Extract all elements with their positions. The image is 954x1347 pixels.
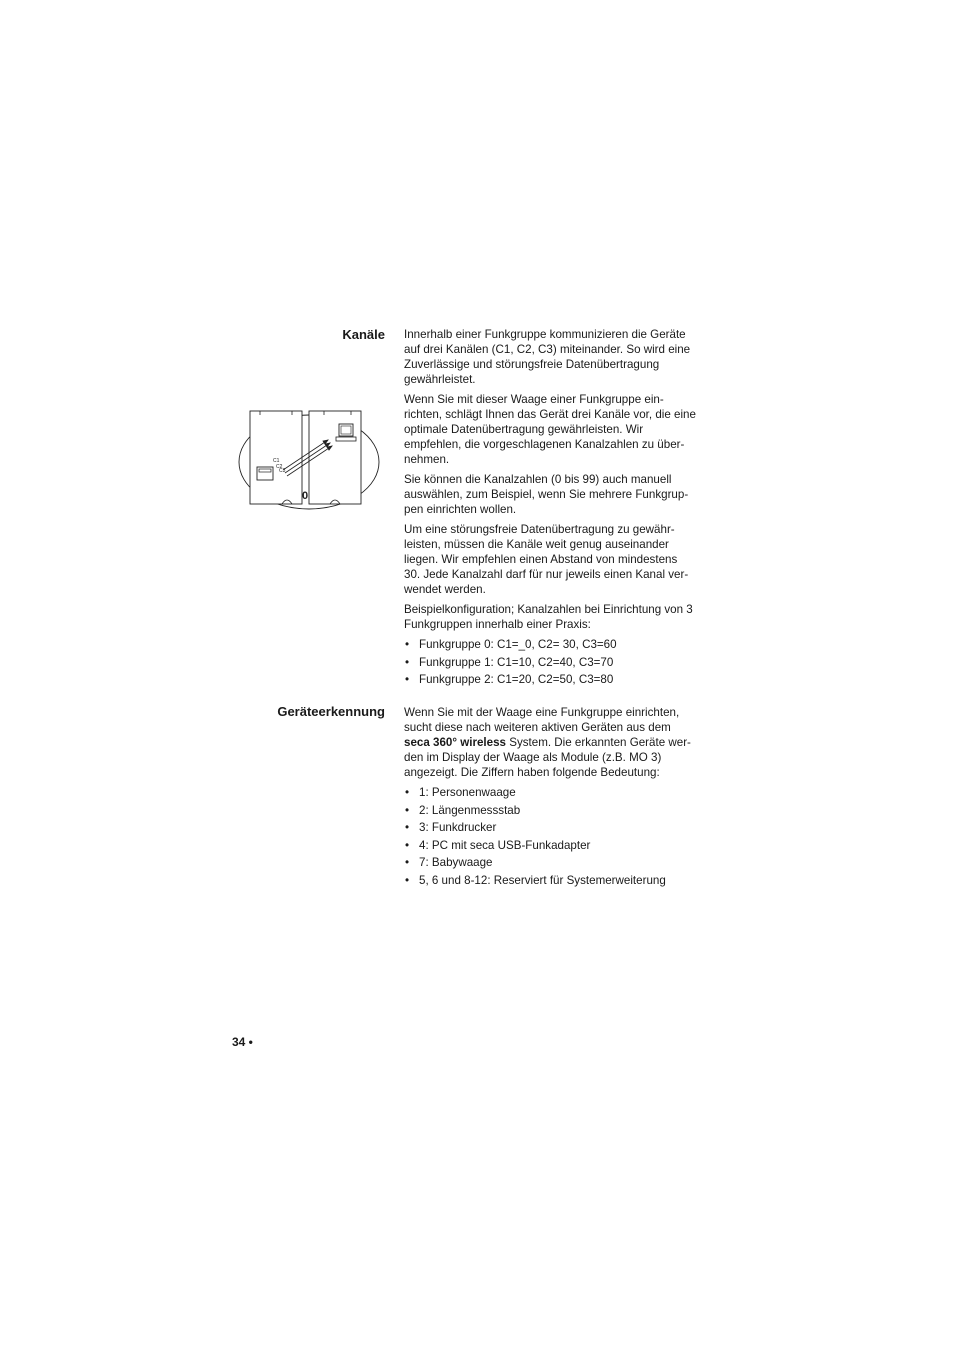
- list-item: • Funkgruppe 0: C1=_0, C2= 30, C3=60: [404, 637, 696, 652]
- computer-icon: [336, 424, 356, 441]
- scale-icon: [257, 467, 273, 480]
- page-number: 34 •: [232, 1035, 253, 1049]
- section-heading-kanaele: Kanäle: [342, 327, 385, 342]
- channel-label-c3: C3: [279, 468, 286, 474]
- list-item: • 7: Babywaage: [404, 855, 696, 870]
- channel-label-c2: C2: [276, 464, 283, 470]
- section-heading-geraeteerkennung: Geräteerkennung: [277, 704, 385, 719]
- geraeteerkennung-bullet-list: [404, 785, 696, 888]
- kanaele-bullet-list: [404, 637, 696, 687]
- kanaele-text-column: [404, 327, 696, 690]
- intro-text-part-1: Wenn Sie mit der Waage eine Funkgruppe einrichten, sucht diese nach weiteren aktiven Geräten aus dem: [404, 706, 680, 734]
- geraeteerkennung-intro: [404, 705, 696, 780]
- radio-channels-diagram: [236, 406, 382, 514]
- list-item: • 3: Funkdrucker: [404, 820, 696, 835]
- list-item: • 5, 6 und 8-12: Reserviert für Systemerweiterung: [404, 873, 696, 888]
- channel-label-c1: C1: [273, 458, 280, 464]
- kanaele-paragraph-2: Wenn Sie mit dieser Waage einer Funkgruppe ein-richten, schlägt Ihnen das Gerät drei Kanäle vor, die eine optimale Datenübertragung gewährleisten. Wir empfehlen, die vorgeschlagenen Kanalzahlen zu über-nehmen.: [404, 393, 696, 466]
- list-item: • 4: PC mit seca USB-Funkadapter: [404, 838, 696, 853]
- list-item: • Funkgruppe 2: C1=20, C2=50, C3=80: [404, 672, 696, 687]
- list-item: • Funkgruppe 1: C1=10, C2=40, C3=70: [404, 655, 696, 670]
- kanaele-paragraph-3: Sie können die Kanalzahlen (0 bis 99) auch manuell auswählen, zum Beispiel, wenn Sie mehrere Funkgrup-pen einrichten wollen.: [404, 473, 689, 516]
- product-name: seca 360° wireless: [404, 736, 506, 749]
- list-item: • 2: Längenmessstab: [404, 803, 696, 818]
- intro-text-part-2: System. Die erkannten Geräte wer-den im Display der Waage als Module (z.B. MO 3) angezeigt. Die Ziffern haben folgende Bedeutung:: [404, 736, 691, 779]
- list-item: • 1: Personenwaage: [404, 785, 696, 800]
- geraeteerkennung-text-column: [404, 705, 696, 890]
- kanaele-paragraph-5: Beispielkonfiguration; Kanalzahlen bei Einrichtung von 3 Funkgruppen innerhalb einer Praxis:: [404, 603, 693, 631]
- kanaele-paragraph-4: Um eine störungsfreie Datenübertragung zu gewähr-leisten, müssen die Kanäle weit genug auseinander liegen. Wir empfehlen einen Abstand von mindestens 30. Jede Kanalzahl darf für nur jeweils einen Kanal ver-wendet werden.: [404, 523, 689, 596]
- kanaele-paragraph-1: Innerhalb einer Funkgruppe kommunizieren die Geräte auf drei Kanälen (C1, C2, C3) miteinander. So wird eine Zuverlässige und störungsfreie Datenübertragung gewährleistet.: [404, 328, 691, 386]
- radio-group-number: 0: [302, 490, 309, 502]
